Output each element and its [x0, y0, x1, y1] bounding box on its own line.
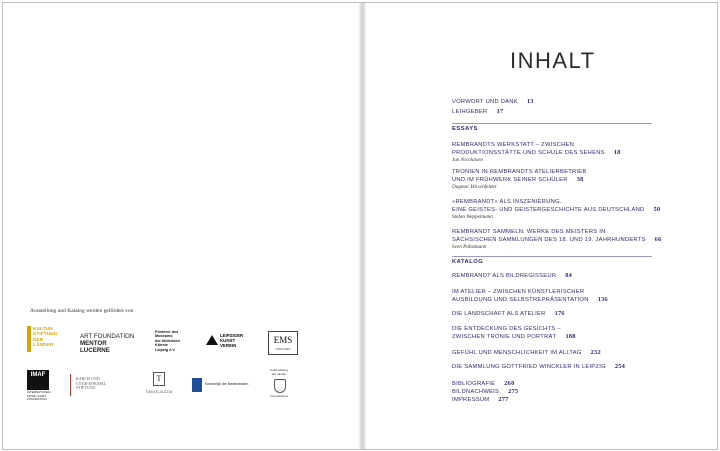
toc-entry-title: [452, 349, 601, 357]
toc-page-number: 176: [554, 310, 565, 317]
toc-entry[interactable]: [452, 228, 661, 251]
imaf-logo: [27, 370, 49, 400]
toc-entry-title-text: AUSBILDUNG UND SELBSTREPRÄSENTATION: [452, 297, 589, 303]
toc-entry-title-text: TRONIEN IN REMBRANDTS ATELIERBETRIEB: [452, 169, 587, 175]
toc-entry[interactable]: [452, 325, 576, 341]
toc-page-number: 260: [504, 380, 515, 387]
toc-entry-title-text: BILDNACHWEIS: [452, 389, 500, 395]
toc-page-number: 232: [590, 349, 601, 356]
crest-sponsor-logo: [257, 369, 301, 401]
kulturstiftung-logo: [27, 326, 67, 354]
tavolozza-logo: [140, 372, 178, 400]
toc-page-number: 84: [565, 272, 573, 279]
toc-page-number: 275: [508, 388, 519, 395]
toc-entry[interactable]: [452, 310, 565, 318]
toc-entry-title-text: GEFÜHL UND MENSCHLICHKEIT IM ALLTAG: [452, 350, 582, 356]
toc-entry-title: [452, 310, 565, 318]
koninkrijk-text: Koninkrijk der Nederlanden: [205, 382, 249, 386]
left-page: [3, 3, 358, 449]
toc-page-number: 18: [613, 149, 621, 156]
toc-entry-title-text: BIBLIOGRAFIE: [452, 381, 496, 387]
toc-entry-title: [452, 325, 576, 333]
toc-entry-title: [452, 108, 503, 116]
toc-entry-title-text: REMBRANDT ALS BILDREGISSEUR: [452, 273, 557, 279]
toc-entry-title-text: LEIHGEBER: [452, 109, 488, 115]
art-foundation-line-2: MENTOR LUCERNE: [80, 340, 110, 354]
toc-entry-title: [452, 176, 587, 184]
toc-author: Dagmar Hirschfelder: [452, 184, 497, 190]
toc-author: Jan Nicolaisen: [452, 157, 483, 163]
toc-entry-title-text: REMBRANDTS WERKSTATT – ZWISCHEN: [452, 142, 575, 148]
toc-entry[interactable]: [452, 288, 608, 304]
karch-text: KARCH UND COUR-SINGHAL STIFTUNG: [76, 377, 107, 391]
toc-entry-title: [452, 141, 621, 149]
toc-page-number: 50: [653, 206, 661, 213]
section-rule: [452, 256, 652, 257]
karch-stiftung-logo: [70, 374, 115, 396]
toc-page-number: 136: [597, 296, 608, 303]
toc-entry-title-text: DIE SAMMLUNG GOTTFRIED WINCKLER IN LEIPZIG: [452, 364, 606, 370]
toc-entry-title: [452, 272, 572, 280]
toc-entry[interactable]: [452, 380, 514, 388]
toc-entry-title-text: UND IM FRÜHWERK SEINER SCHÜLER: [452, 177, 568, 183]
imaf-mark: IMAF: [27, 370, 49, 390]
toc-entry-title: [452, 380, 514, 388]
toc-entry[interactable]: [452, 349, 601, 357]
toc-author: Sven Pabstmann: [452, 244, 487, 250]
art-foundation-line-1: ART FOUNDATION: [80, 333, 135, 340]
toc-entry-title: [452, 149, 621, 157]
toc-page-number: 17: [496, 108, 504, 115]
tavolozza-mark-icon: T: [153, 372, 165, 386]
koninkrijk-emblem-icon: [192, 378, 202, 392]
page-gutter: [358, 3, 366, 449]
toc-entry-title: [452, 396, 509, 404]
toc-entry-title-text: ZWISCHEN TRONIE UND PORTRÄT: [452, 334, 557, 340]
tavolozza-text: TAVOLOZZA: [145, 389, 173, 394]
museum-friends-logo: Förderer des Museums der bildenden Künste Leipzig e.V.: [155, 330, 180, 352]
ems-logo: [268, 331, 298, 355]
leipziger-text: LEIPZIGER KUNST VEREIN: [220, 333, 244, 349]
toc-entry[interactable]: [452, 363, 625, 371]
toc-entry-title-text: IMPRESSUM: [452, 397, 490, 403]
ems-sub: STIFTUNG: [275, 347, 291, 351]
toc-page-number: 66: [654, 236, 662, 243]
art-foundation-logo: [80, 333, 138, 354]
sponsor-caption: Ausstellung und Katalog werden gefördert von: [30, 308, 134, 314]
crest-sponsor-bottom: Freundeskreis: [270, 394, 288, 398]
toc-entry-title-text: REMBRANDT SAMMELN. WERKE DES MEISTERS IN: [452, 229, 606, 235]
toc-entry-title: [452, 363, 625, 371]
toc-entry-title-text: DIE LANDSCHAFT ALS ATELIER: [452, 311, 546, 317]
toc-entry[interactable]: [452, 272, 572, 280]
toc-entry-title: [452, 206, 660, 214]
toc-entry-title: [452, 168, 587, 176]
toc-section-heading: KATALOG: [452, 259, 484, 265]
toc-entry[interactable]: [452, 141, 621, 164]
toc-entry[interactable]: [452, 198, 660, 221]
kulturstiftung-bar: [27, 326, 31, 352]
toc-entry-title: [452, 228, 661, 236]
ems-text: EMS: [273, 335, 293, 345]
toc-entry-title: [452, 333, 576, 341]
toc-entry-title: [452, 236, 661, 244]
toc-entry-title: [452, 388, 518, 396]
toc-section-heading: ESSAYS: [452, 126, 478, 132]
contents-title: INHALT: [510, 48, 596, 73]
toc-entry-title: [452, 288, 608, 296]
toc-page-number: 38: [576, 176, 584, 183]
crest-icon: [274, 379, 286, 393]
koninkrijk-logo: [192, 378, 256, 394]
toc-author: Stefan Weppelmann: [452, 214, 493, 220]
toc-entry-title: [452, 296, 608, 304]
toc-entry[interactable]: [452, 168, 587, 191]
toc-entry[interactable]: [452, 396, 509, 404]
toc-entry-title-text: VORWORT UND DANK: [452, 99, 518, 105]
toc-entry-title-text: EINE GEISTES- UND GEISTERGESCHICHTE AUS DEUTSCHLAND: [452, 207, 645, 213]
toc-entry-title-text: PRODUKTIONSSTÄTTE UND SCHULE DES SEHENS: [452, 150, 605, 156]
toc-page-number: 188: [565, 333, 576, 340]
toc-entry-title-text: DIE ENTDECKUNG DES GESICHTS –: [452, 326, 561, 332]
toc-entry[interactable]: [452, 388, 518, 396]
leipziger-triangle-icon: [206, 335, 218, 345]
toc-page-number: 13: [526, 98, 534, 105]
toc-entry-title: [452, 98, 534, 106]
toc-entry-title: [452, 198, 660, 206]
crest-sponsor-top: Kulturstiftung der Länder: [270, 368, 288, 376]
toc-entry-title-text: SÄCHSISCHEN SAMMLUNGEN DES 18. UND 19. JAHRHUNDERTS: [452, 237, 646, 243]
kulturstiftung-text: KULTUR STIFTUNG DER LÄNDER: [33, 326, 58, 347]
section-rule: [452, 123, 652, 124]
toc-entry[interactable]: [452, 108, 503, 116]
toc-entry-title-text: IM ATELIER – ZWISCHEN KÜNSTLERISCHER: [452, 289, 585, 295]
toc-entry-title-text: »REMBRANDT« ALS INSZENIERUNG.: [452, 199, 562, 205]
toc-page-number: 277: [498, 396, 509, 403]
imaf-sub: INTERNATIONAL MUSIC & ART FOUNDATION: [27, 390, 51, 402]
leipziger-kunstverein-logo: [206, 333, 256, 349]
toc-page-number: 254: [614, 363, 626, 370]
toc-entry[interactable]: [452, 98, 534, 106]
